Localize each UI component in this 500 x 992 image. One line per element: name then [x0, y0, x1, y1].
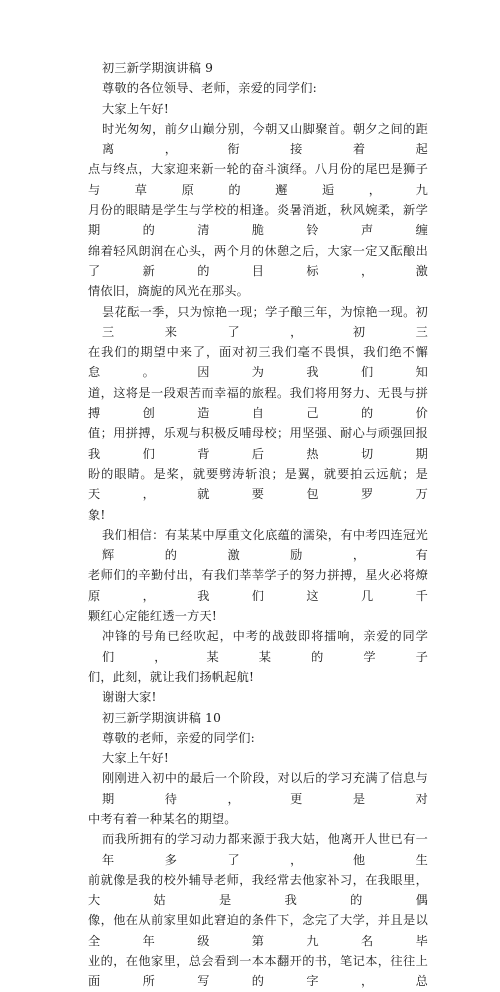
text-line: 们，此刻，就让我们扬帆起航!: [88, 669, 255, 684]
text-line: 盼的眼睛。是桨，就要劈涛斩浪；是翼，就要拍云远航；是天，就要包罗万: [88, 466, 428, 502]
text-line: 像，他在从前家里如此窘迫的条件下，念完了大学，并且是以全年级第九名毕: [88, 913, 428, 948]
text-line: 大家上午好!: [102, 101, 170, 116]
text-line: 情依旧，旖旎的风光在那头。: [88, 284, 250, 299]
text-line: 时光匆匆，前夕山巅分别，今朝又山脚聚首。朝夕之间的距离，衔接着起: [102, 121, 428, 157]
text-line: 尊敬的老师，亲爱的同学们:: [102, 730, 255, 745]
text-line: 月份的眼睛是学生与学校的相逢。炎暑消逝，秋风婉柔，新学期的清脆铃声缠: [88, 203, 428, 238]
text-line: 在我们的期望中来了，面对初三我们毫不畏惧，我们绝不懈怠。因为我们知: [88, 345, 428, 380]
text-line: 尊敬的各位领导、老师，亲爱的同学们:: [102, 81, 317, 96]
text-line: 值；用拼搏，乐观与积极反哺母校；用坚强、耐心与顽强回报我们背后热切期: [88, 426, 428, 461]
text-line: 前就像是我的校外辅导老师，我经常去他家补习，在我眼里，大姑是我的偶: [88, 872, 428, 908]
text-line: 绵着轻风朗润在心头，两个月的休憩之后，大家一定又酝酿出了新的目标，激: [88, 243, 428, 278]
text-line: 谢谢大家!: [102, 690, 157, 705]
text-line: 刚刚进入初中的最后一个阶段，对以后的学习充满了信息与期待，更是对: [102, 771, 428, 806]
text-line: 昙花酝一季，只为惊艳一现；学子酿三年，为惊艳一现。初三来了，初三: [102, 304, 428, 339]
text-line: 而我所拥有的学习动力都来源于我大姑，他离开人世已有一年多了，他生: [102, 832, 428, 867]
text-line: 老师们的辛勤付出，有我们莘莘学子的努力拼搏，星火必将燎原，我们这几千: [88, 568, 428, 603]
text-line: 初三新学期演讲稿 9: [102, 61, 214, 75]
text-line: 冲锋的号角已经吹起，中考的战鼓即将擂响，亲爱的同学们，某某的学子: [102, 629, 428, 664]
text-line: 中考有着一种某名的期望。: [88, 811, 237, 826]
text-line: 业的，在他家里，总会看到一本本翻开的书，笔记本，往往上面所写的字，总: [88, 954, 428, 989]
text-line: 象!: [88, 507, 106, 522]
text-line: 大家上午好!: [102, 751, 170, 766]
text-line: 我们相信：有某某中厚重文化底蕴的濡染，有中考四连冠光辉的激励，有: [102, 527, 428, 563]
text-line: 初三新学期演讲稿 10: [102, 710, 222, 725]
text-line: 颗红心定能红透一方天!: [88, 609, 217, 624]
document-page: [88, 58, 428, 992]
text-line: 点与终点，大家迎来新一轮的奋斗演绎。八月份的尾巴是狮子与草原的邂逅，九: [88, 162, 428, 197]
text-line: 道，这将是一段艰苦而幸福的旅程。我们将用努力、无畏与拼搏创造自己的价: [88, 385, 428, 421]
